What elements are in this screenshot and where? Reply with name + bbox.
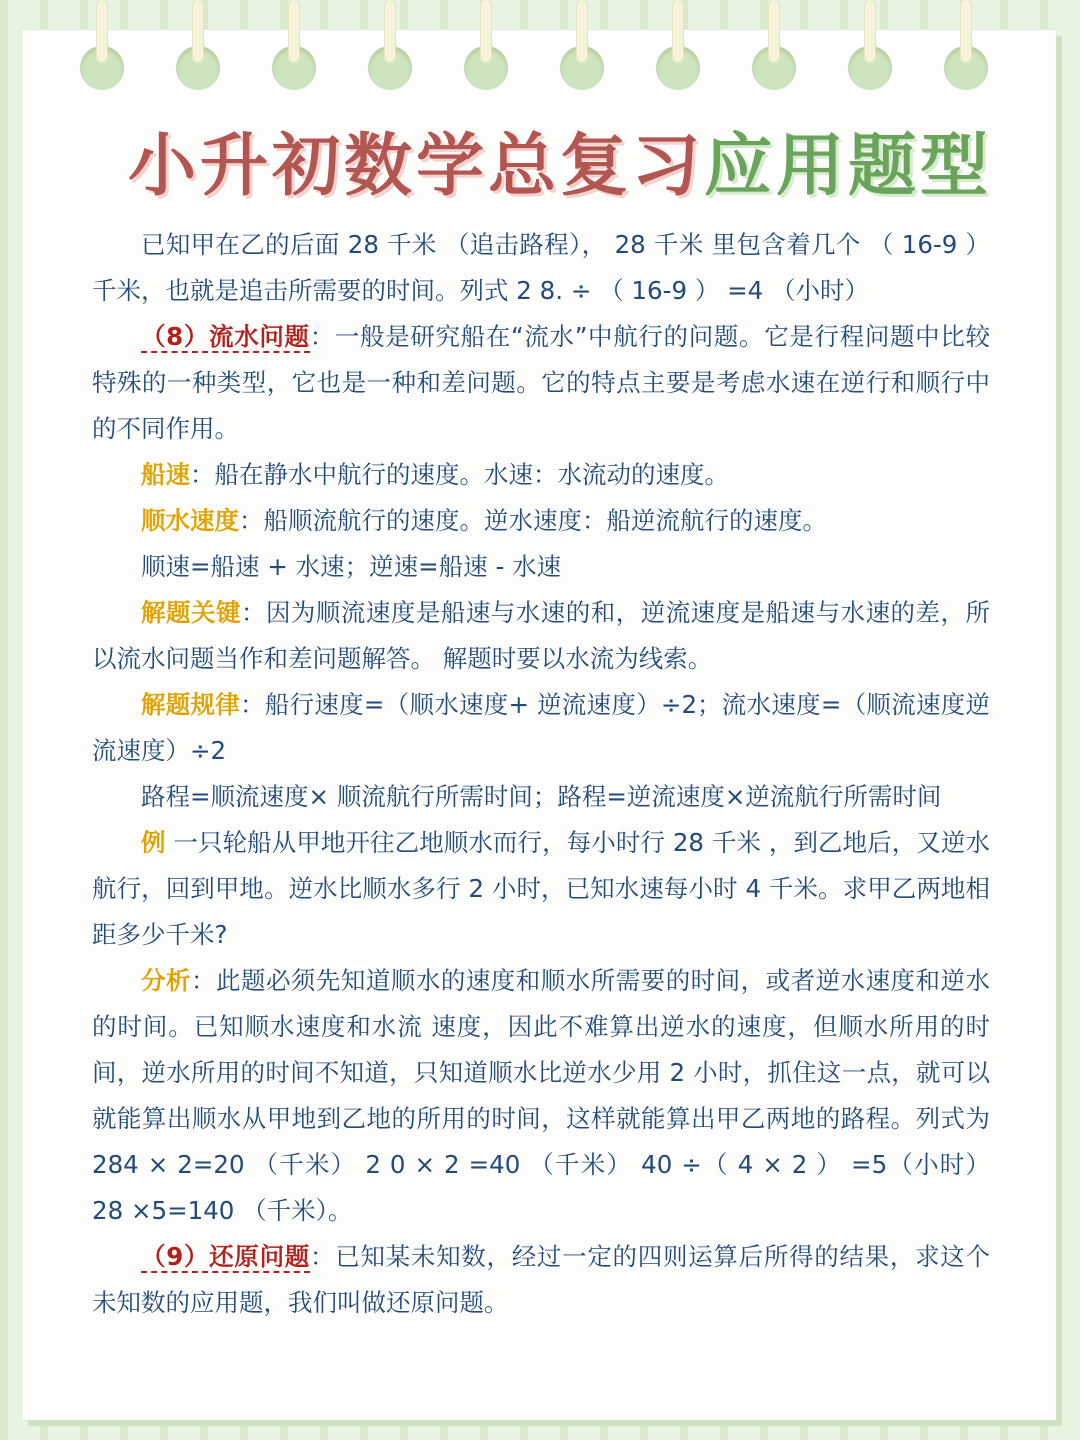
- binder-ring-icon: [464, 46, 508, 90]
- article-body: [92, 222, 990, 1326]
- section-label: （8）流水问题: [141, 322, 310, 351]
- paragraph-example: [92, 820, 990, 958]
- term-label: 顺水速度: [141, 506, 239, 535]
- paragraph-text: ：此题必须先知道顺水的速度和顺水所需要的时间，或者逆水速度和逆水的时间。已知顺水速度和水流 速度，因此不难算出逆水的速度，但顺水所用的时间，逆水所用的时间不知道，只知道顺水比逆水少用 2 小时，抓住这一点，就可以就能算出顺水从甲地到乙地的所用的时间，这样就能算出甲乙两地的路程。列式为 284 × 2=20 （千米） 2 0 × 2 =40 （千米） 40 ÷（ 4 × 2 ） =5（小时） 28 ×5=140 （千米）。: [92, 966, 991, 1225]
- paragraph-pursuit: 已知甲在乙的后面 28 千米 （追击路程）， 28 千米 里包含着几个 （ 16-9 ）千米，也就是追击所需要的时间。列式 2 8. ÷ （ 16-9 ） =4 （小时）: [92, 230, 990, 305]
- term-label: 解题关键: [141, 598, 241, 627]
- binder-ring-icon: [752, 46, 796, 90]
- page-title: [128, 112, 1028, 206]
- paragraph-key-point: [92, 590, 990, 682]
- binder-rings: [0, 0, 1080, 110]
- paragraph-speed-formula: 顺速=船速 + 水速；逆速=船速 - 水速: [141, 552, 562, 581]
- paragraph-text: 一只轮船从甲地开往乙地顺水而行，每小时行 28 千米 ，到乙地后，又逆水 航行，回到甲地。逆水比顺水多行 2 小时，已知水速每小时 4 千米。求甲乙两地相距多少千米?: [92, 828, 990, 949]
- paragraph-downstream-speed: [92, 498, 990, 544]
- binder-ring-icon: [368, 46, 412, 90]
- paragraph-boat-speed: [92, 452, 990, 498]
- paragraph-text: ：一般是研究船在“流水”中航行的问题。它是行程问题中比较特殊的一种类型，它也是一种和差问题。它的特点主要是考虑水速在逆行和顺行中的不同作用。: [92, 322, 991, 443]
- binder-ring-icon: [80, 46, 124, 90]
- binder-ring-icon: [176, 46, 220, 90]
- paragraph-rule: [92, 682, 990, 774]
- term-label: 解题规律: [141, 690, 241, 719]
- paragraph-text: ：船行速度=（顺水速度+ 逆流速度）÷2；流水速度=（顺流速度逆流速度）÷2: [92, 690, 990, 765]
- section-label: （9）还原问题: [141, 1242, 311, 1271]
- binder-ring-icon: [848, 46, 892, 90]
- term-label: 分析: [141, 966, 191, 995]
- paragraph-text: ：船在静水中航行的速度。水速：水流动的速度。: [190, 460, 729, 489]
- title-part-1: 小升初数学总复习: [128, 127, 705, 206]
- term-label: 船速: [141, 460, 190, 489]
- term-label: 例: [141, 828, 166, 857]
- paragraph-text: ：已知某未知数，经过一定的四则运算后所得的结果，求这个未知数的应用题，我们叫做还原问题。: [92, 1242, 991, 1317]
- binder-ring-icon: [656, 46, 700, 90]
- paragraph-text: ：因为顺流速度是船速与水速的和，逆流速度是船速与水速的差，所以流水问题当作和差问题解答。 解题时要以水流为线索。: [92, 598, 991, 673]
- binder-ring-icon: [272, 46, 316, 90]
- paragraph-restore-problem: [92, 1234, 990, 1326]
- title-part-2: 应用题型: [704, 127, 993, 206]
- paragraph-distance-formula: 路程=顺流速度× 顺流航行所需时间；路程=逆流速度×逆流航行所需时间: [141, 782, 942, 811]
- paragraph-text: ：船顺流航行的速度。逆水速度：船逆流航行的速度。: [239, 506, 827, 535]
- paragraph-flow-problem: [92, 314, 990, 452]
- binder-ring-icon: [560, 46, 604, 90]
- paragraph-analysis: [92, 958, 990, 1234]
- binder-ring-icon: [944, 46, 988, 90]
